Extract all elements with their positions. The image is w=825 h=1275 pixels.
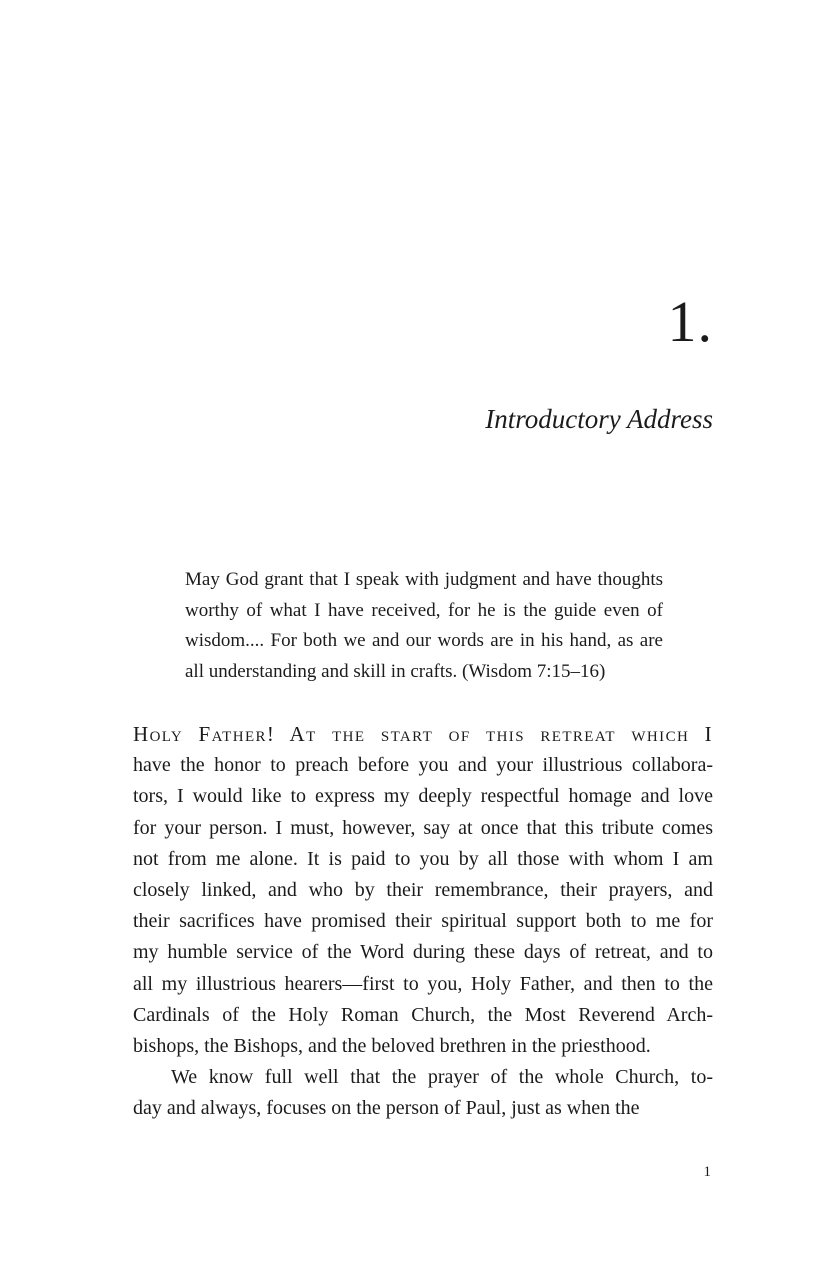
page-number: 1 (703, 1164, 711, 1180)
body-line: Cardinals of the Holy Roman Church, the Most Reverend Arch- (133, 1003, 713, 1026)
epigraph (185, 565, 663, 688)
chapter-number: 1. (667, 289, 713, 354)
body-line: day and always, focuses on the person of Paul, just as when the (133, 1097, 640, 1120)
body-line: We know full well that the prayer of the whole Church, to- (171, 1066, 713, 1089)
body-text (133, 719, 713, 1125)
chapter-subtitle: Introductory Address (485, 404, 713, 434)
body-line: tors, I would like to express my deeply respectful homage and love (133, 785, 713, 808)
epigraph-line: wisdom.... For both we and our words are in his hand, as are (185, 630, 663, 652)
body-line: not from me alone. It is paid to you by all those with whom I am (133, 847, 713, 870)
epigraph-line: May God grant that I speak with judgment and have thoughts (185, 569, 663, 590)
epigraph-line: all understanding and skill in crafts. (Wisdom 7:15–16) (185, 661, 606, 683)
body-line: bishops, the Bishops, and the beloved brethren in the priesthood. (133, 1035, 651, 1058)
epigraph-line: worthy of what I have received, for he is the guide even of (185, 599, 663, 621)
body-line: have the honor to preach before you and your illustrious collabora- (133, 754, 713, 777)
body-line: for your person. I must, however, say at once that this tribute comes (133, 816, 713, 839)
paragraph-1 (133, 719, 713, 1062)
paragraph-2 (133, 1062, 713, 1124)
body-line: all my illustrious hearers—first to you, Holy Father, and then to the (133, 972, 713, 995)
body-line: their sacrifices have promised their spiritual support both to me for (133, 910, 713, 933)
body-line: closely linked, and who by their remembrance, their prayers, and (133, 879, 713, 902)
body-line-smallcaps: Holy Father! At the start of this retreat which I (133, 722, 713, 746)
body-line: my humble service of the Word during these days of retreat, and to (133, 941, 713, 964)
